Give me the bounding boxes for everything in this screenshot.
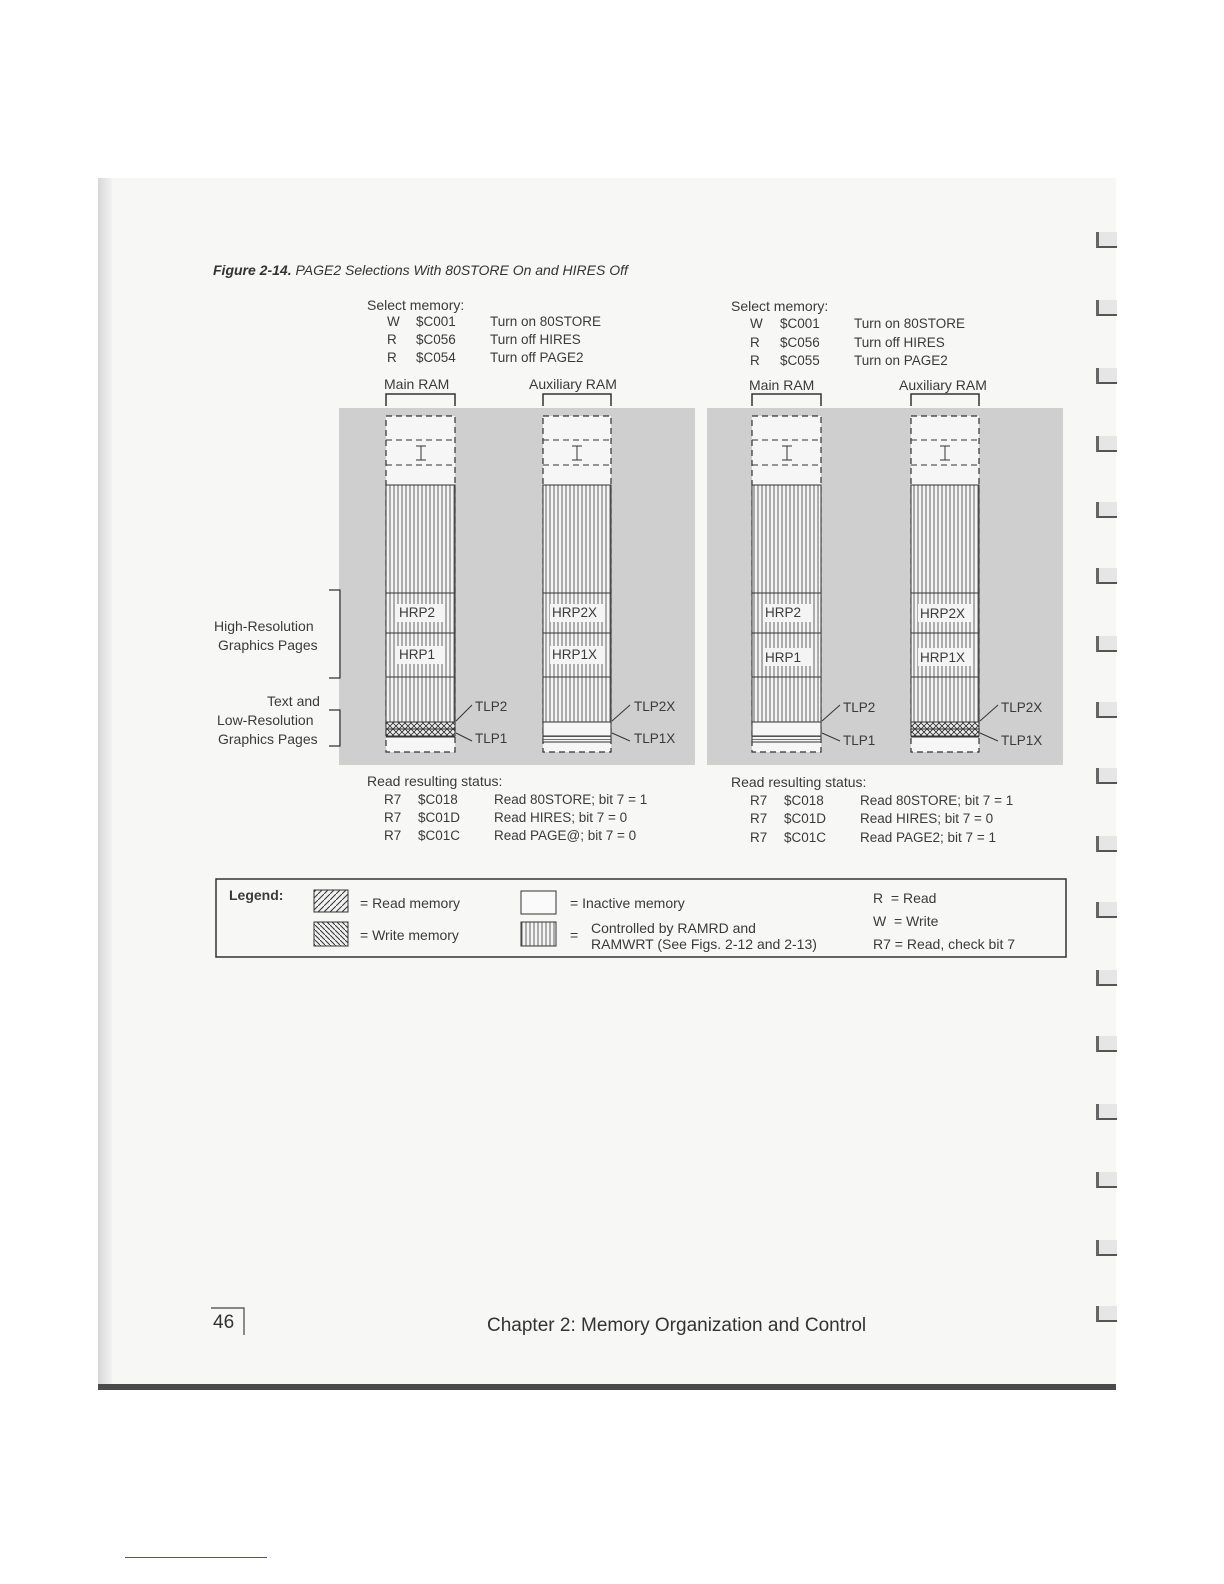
right-status-desc: Read HIRES; bit 7 = 0 [860, 811, 994, 826]
left-select-desc: Turn on 80STORE [490, 314, 602, 329]
left-select-op: W [387, 314, 400, 329]
legend-w-definition: W = Write [873, 913, 939, 929]
right-hrp2x-label: HRP2X [920, 606, 966, 621]
left-select-addr: $C001 [416, 314, 456, 329]
legend-controlled-eq: = [570, 927, 579, 943]
left-tlp1x-label: TLP1X [634, 731, 676, 746]
left-status-heading: Read resulting status: [367, 773, 503, 789]
right-status-addr: $C018 [784, 793, 824, 808]
left-select-addr: $C054 [416, 350, 456, 365]
chapter-title: Chapter 2: Memory Organization and Control [487, 1315, 867, 1336]
legend-r-definition: R = Read [873, 890, 937, 906]
right-select-addr: $C056 [780, 335, 820, 350]
right-select-desc: Turn on PAGE2 [854, 353, 948, 368]
left-hrp2-label: HRP2 [399, 605, 436, 620]
left-aux-ram-label: Auxiliary RAM [529, 376, 617, 392]
write-memory-swatch [314, 922, 348, 946]
right-hrp1-label: HRP1 [765, 650, 802, 665]
right-tlp2-label: TLP2 [843, 700, 876, 715]
right-select-desc: Turn on 80STORE [854, 316, 966, 331]
right-select-desc: Turn off HIRES [854, 335, 945, 350]
right-hrp1x-label: HRP1X [920, 650, 966, 665]
left-select-op: R [387, 350, 397, 365]
inactive-memory-swatch [521, 891, 556, 914]
right-main-ram-label: Main RAM [749, 377, 815, 393]
divider-line [125, 1557, 267, 1558]
hires-pages-label-line1: High-Resolution [214, 618, 314, 634]
right-status-desc: Read PAGE2; bit 7 = 1 [860, 830, 996, 845]
right-status-op: R7 [750, 793, 768, 808]
left-tlp2-label: TLP2 [475, 699, 508, 714]
legend-r7-definition: R7 = Read, check bit 7 [873, 936, 1016, 952]
legend-write-memory: = Write memory [360, 927, 459, 943]
left-hrp1x-label: HRP1X [552, 647, 598, 662]
left-status-op: R7 [384, 828, 402, 843]
right-select-op: R [750, 335, 760, 350]
left-status-addr: $C01D [418, 810, 461, 825]
left-tlp2x-label: TLP2X [634, 699, 676, 714]
left-status-desc: Read PAGE@; bit 7 = 0 [494, 828, 637, 843]
figure-number: Figure 2-14. [213, 262, 292, 278]
right-aux-ram-label: Auxiliary RAM [899, 377, 987, 393]
figure-title: PAGE2 Selections With 80STORE On and HIRES Off [295, 262, 628, 278]
right-status-op: R7 [750, 830, 768, 845]
left-tlp1-label: TLP1 [475, 731, 508, 746]
right-select-op: W [750, 316, 763, 331]
page-number: 46 [213, 1312, 235, 1333]
legend-controlled-line2: RAMWRT (See Figs. 2-12 and 2-13) [591, 936, 817, 952]
text-pages-label-line3: Graphics Pages [218, 731, 318, 747]
right-status-heading: Read resulting status: [731, 774, 867, 790]
left-select-op: R [387, 332, 397, 347]
left-select-desc: Turn off HIRES [490, 332, 581, 347]
right-hrp2-label: HRP2 [765, 605, 802, 620]
text-pages-label-line1: Text and [267, 693, 320, 709]
right-select-addr: $C001 [780, 316, 820, 331]
right-status-op: R7 [750, 811, 768, 826]
right-status-addr: $C01C [784, 830, 827, 845]
legend-controlled-line1: Controlled by RAMRD and [591, 920, 756, 936]
right-tlp2x-label: TLP2X [1001, 700, 1043, 715]
left-main-ram-label: Main RAM [384, 376, 450, 392]
left-select-addr: $C056 [416, 332, 456, 347]
right-select-addr: $C055 [780, 353, 820, 368]
right-status-desc: Read 80STORE; bit 7 = 1 [860, 793, 1014, 808]
left-hrp2x-label: HRP2X [552, 605, 598, 620]
read-memory-swatch [314, 890, 348, 912]
left-select-heading: Select memory: [367, 297, 465, 313]
legend-title: Legend: [229, 887, 284, 903]
left-status-op: R7 [384, 810, 402, 825]
right-select-heading: Select memory: [731, 298, 829, 314]
left-hrp1-label: HRP1 [399, 647, 436, 662]
left-main-ram-column [386, 416, 455, 752]
left-status-desc: Read HIRES; bit 7 = 0 [494, 810, 628, 825]
controlled-memory-swatch [521, 922, 556, 946]
right-status-addr: $C01D [784, 811, 827, 826]
right-main-ram-column [752, 416, 821, 752]
left-status-op: R7 [384, 792, 402, 807]
left-status-desc: Read 80STORE; bit 7 = 1 [494, 792, 648, 807]
hires-pages-label-line2: Graphics Pages [218, 637, 318, 653]
legend-read-memory: = Read memory [360, 895, 460, 911]
left-aux-ram-column [543, 416, 611, 752]
legend-inactive-memory: = Inactive memory [570, 895, 685, 911]
left-select-desc: Turn off PAGE2 [490, 350, 584, 365]
right-tlp1-label: TLP1 [843, 733, 876, 748]
text-pages-label-line2: Low-Resolution [217, 712, 314, 728]
right-select-op: R [750, 353, 760, 368]
left-status-addr: $C018 [418, 792, 458, 807]
right-aux-ram-column [911, 416, 979, 752]
right-tlp1x-label: TLP1X [1001, 733, 1043, 748]
left-status-addr: $C01C [418, 828, 461, 843]
